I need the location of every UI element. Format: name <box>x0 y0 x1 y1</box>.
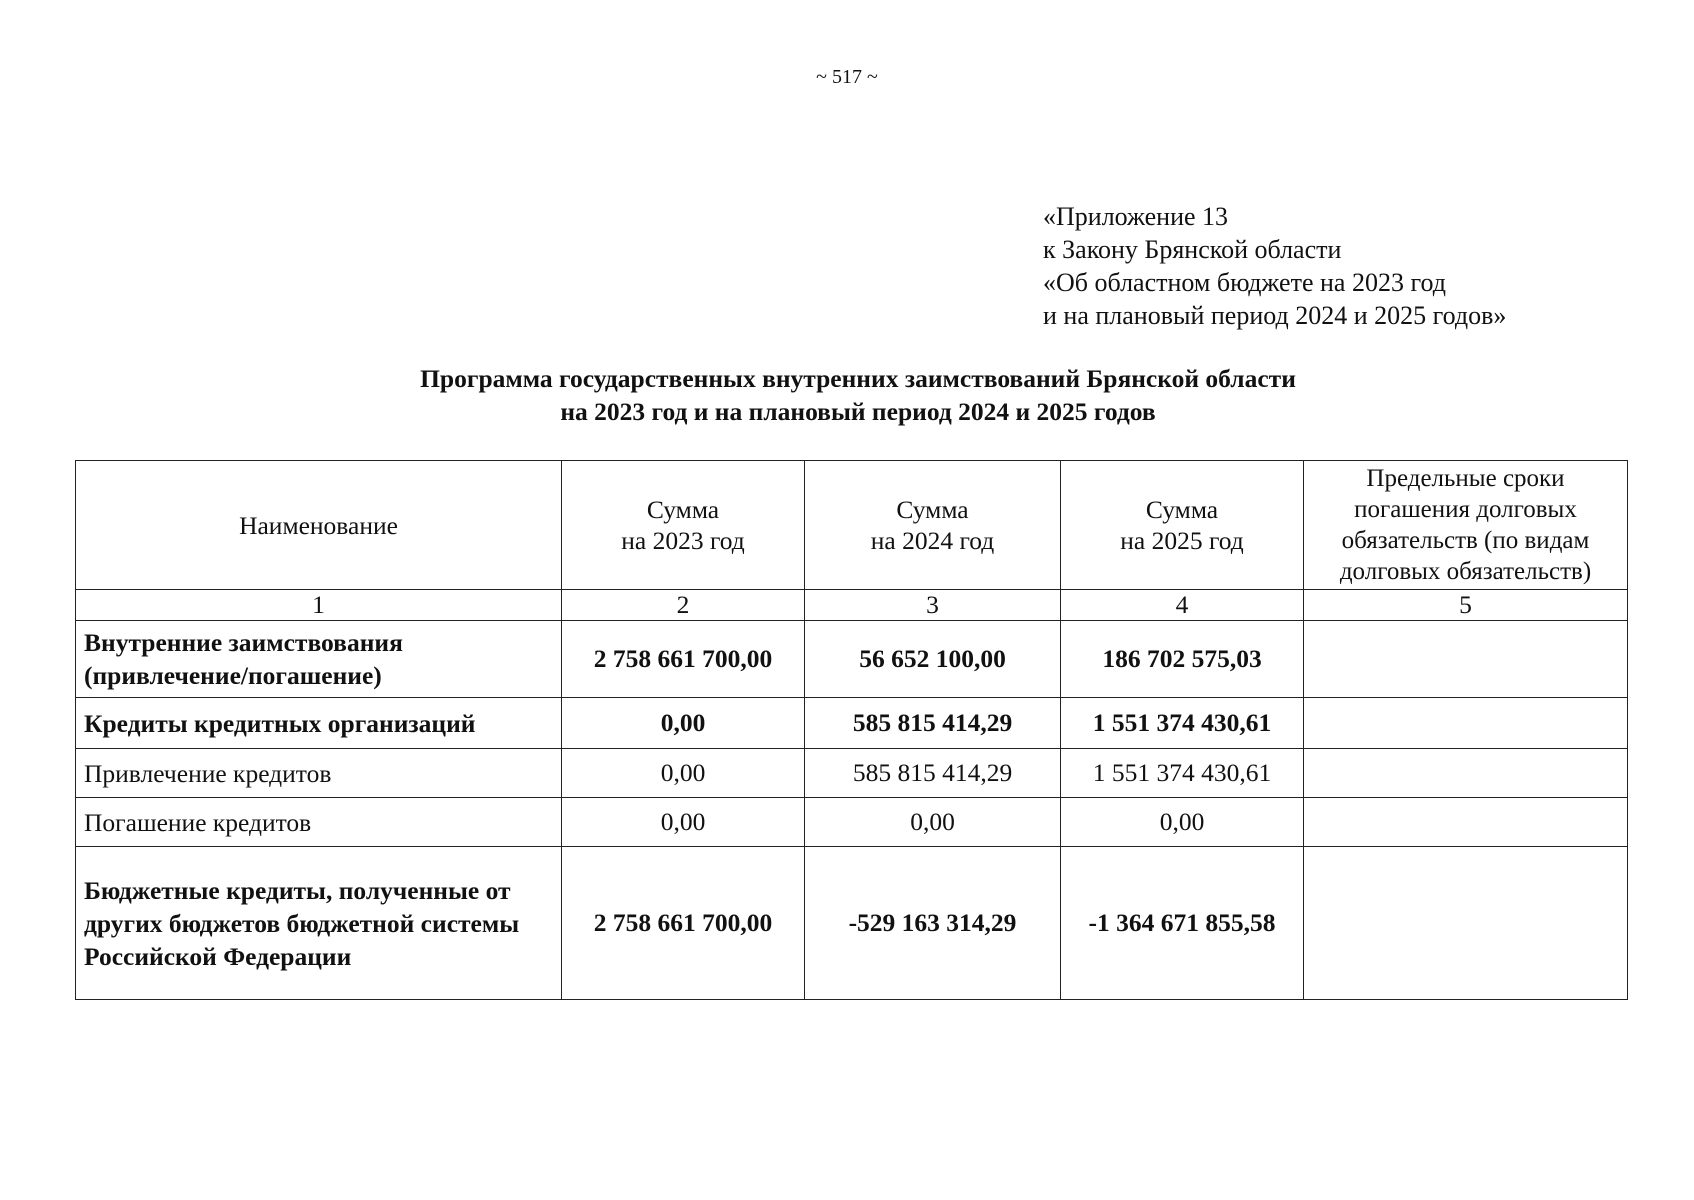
amount-2025: -1 364 671 855,58 <box>1061 847 1304 1000</box>
amount-2023: 0,00 <box>562 698 805 749</box>
column-number: 2 <box>562 590 805 621</box>
header-sum-2023 <box>562 461 805 590</box>
amount-2024: 585 815 414,29 <box>805 698 1061 749</box>
amount-2025: 1 551 374 430,61 <box>1061 749 1304 798</box>
header-name: Наименование <box>76 461 562 590</box>
appendix-line: к Закону Брянской области <box>1043 235 1342 264</box>
amount-2025: 186 702 575,03 <box>1061 621 1304 698</box>
amount-2024: -529 163 314,29 <box>805 847 1061 1000</box>
table-row <box>76 698 1628 749</box>
borrowings-table <box>75 460 1628 1000</box>
table-row <box>76 847 1628 1000</box>
row-name: Внутренние заимствования (привлечение/погашение) <box>76 621 562 698</box>
appendix-line: и на плановый период 2024 и 2025 годов» <box>1043 301 1507 330</box>
table-row <box>76 621 1628 698</box>
amount-2023: 0,00 <box>562 749 805 798</box>
row-name: Кредиты кредитных организаций <box>76 698 562 749</box>
amount-2024: 56 652 100,00 <box>805 621 1061 698</box>
header-year-2025: на 2025 год <box>1120 526 1244 555</box>
header-year-2023: на 2023 год <box>621 526 745 555</box>
repayment-terms <box>1304 749 1628 798</box>
column-number: 5 <box>1304 590 1628 621</box>
column-number-row <box>76 590 1628 621</box>
column-number: 1 <box>76 590 562 621</box>
header-sum-label: Сумма <box>1145 495 1219 524</box>
repayment-terms <box>1304 621 1628 698</box>
amount-2023: 2 758 661 700,00 <box>562 621 805 698</box>
appendix-reference <box>1043 200 1506 332</box>
header-year-2024: на 2024 год <box>870 526 995 555</box>
appendix-line: «Об областном бюджете на 2023 год <box>1043 268 1446 297</box>
column-number: 3 <box>805 590 1061 621</box>
amount-2024: 0,00 <box>805 798 1061 847</box>
repayment-terms <box>1304 698 1628 749</box>
document-title <box>0 362 1694 428</box>
header-sum-2024 <box>805 461 1061 590</box>
repayment-terms <box>1304 847 1628 1000</box>
amount-2023: 0,00 <box>562 798 805 847</box>
table-row <box>76 749 1628 798</box>
header-sum-2025 <box>1061 461 1304 590</box>
amount-2024: 585 815 414,29 <box>805 749 1061 798</box>
row-name: Бюджетные кредиты, полученные от других бюджетов бюджетной системы Российской Федерации <box>76 847 562 1000</box>
repayment-terms <box>1304 798 1628 847</box>
amount-2025: 1 551 374 430,61 <box>1061 698 1304 749</box>
header-repayment-terms: Предельные сроки погашения долговых обязательств (по видам долговых обязательств) <box>1304 461 1628 590</box>
header-sum-label: Сумма <box>646 495 720 524</box>
table-header-row <box>76 461 1628 590</box>
column-number: 4 <box>1061 590 1304 621</box>
appendix-line: «Приложение 13 <box>1043 202 1229 231</box>
row-name: Привлечение кредитов <box>76 749 562 798</box>
document-title-line: на 2023 год и на плановый период 2024 и 2025 годов <box>560 397 1156 426</box>
table-row <box>76 798 1628 847</box>
header-sum-label: Сумма <box>896 495 969 524</box>
document-title-line: Программа государственных внутренних заимствований Брянской области <box>420 364 1296 393</box>
amount-2023: 2 758 661 700,00 <box>562 847 805 1000</box>
page-number: ~ 517 ~ <box>816 66 878 88</box>
amount-2025: 0,00 <box>1061 798 1304 847</box>
row-name: Погашение кредитов <box>76 798 562 847</box>
